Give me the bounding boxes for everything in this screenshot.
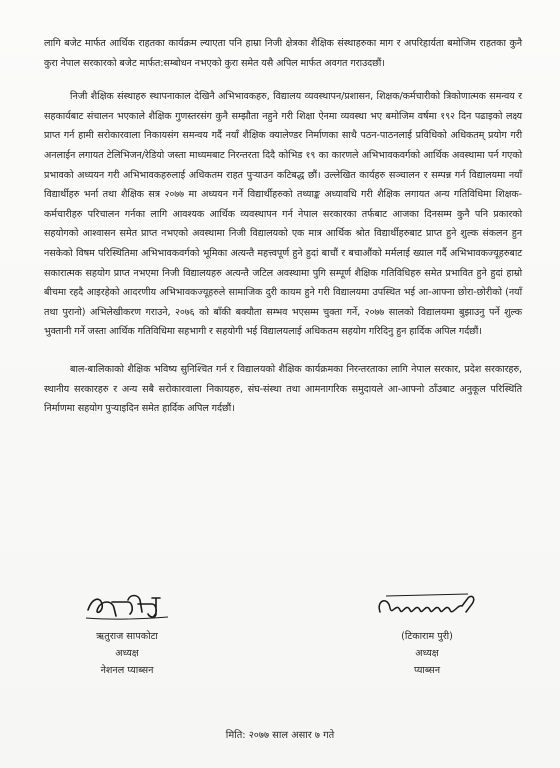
signer-org-left: नेशनल प्याब्सन (100, 665, 154, 676)
date-line: मिति: २०७७ साल असार ७ गते (225, 730, 335, 741)
paragraph-2: निजी शैक्षिक संस्थाहरु स्थापनाकाल देखिनै अभिभावकहरु, विद्यालय व्यवस्थापन/प्रशासन, शिक्षक/कर्मचारीको त्रिकोणात्मक समन्वय र सहकार्यबाट संचालन भएकाले शैक्षिक गुणस्तरसंग कुनै सम्झौता नहुने गरी शिक्षा ऐनमा व्यवस्था भए बमोजिम वर्षमा १९२ दिन पढाइको लक्ष्य प्राप्त गर्न हामी सरोकारवाला निकायसंग समन्वय गर्दै नयाँ शैक्षिक क्यालेण्डर निर्माणका साथै पठन-पाठनलाई प्रविधिको अधिकतम् प्रयोग गरी अनलाईन लगायत टेलिभिजन/रेडियो जस्ता माध्यमबाट निरन्तरता दिदै कोभिड १९ का कारणले अभिभावकवर्गको आर्थिक अवस्थामा पर्न गएको प्रभावको अध्ययन गरी अभिभावकहरुलाई अधिकतम राहत पुर्‍याउन कटिबद्ध छौं। उल्लेखित कार्यहरु सञ्चालन र सम्पन्न गर्न विद्यालयमा नयाँ विद्यार्थीहरु भर्ना तथा शैक्षिक सत्र २०७७ मा अध्ययन गर्ने विद्यार्थीहरुको तथ्याङ्क अध्यावधि गरी शैक्षिक लगायत अन्य गतिविधिमा शिक्षक-कर्मचारीहरु परिचालन गर्नका लागि आवश्यक आर्थिक व्यवस्थापन गर्न नेपाल सरकारका तर्फबाट आजका दिनसम्म कुनै पनि प्रकारको सहयोगको आश्वासन समेत प्राप्त नभएको अवस्थामा निजी विद्यालयको एक मात्र आर्थिक श्रोत विद्यार्थीहरुबाट प्राप्त हुने शुल्क संकलन हुन नसकेको विषम परिस्थितिमा अभिभावकवर्गको भूमिका अत्यन्तै महत्त्वपूर्ण हुने हुदां बाचौं र बचाऔंको मर्मलाई ख्याल गर्दै अभिभावकज्यूहरुबाट सकारात्मक सहयोग प्राप्त नभएमा निजी विद्यालयहरु अत्यन्तै जटिल अवस्थामा पुगि सम्पूर्ण शैक्षिक गतिविधिहरु समेत प्रभावित हुने हुदां हाम्रो बीचमा रहदै आइरहेको आदरणीय अभिभावकज्यूहरुले सामाजिक दुरी कायम हुने गरी विद्यालयमा उपस्थित भई आ-आफ्ना छोरा-छोरीको (नयाँ तथा पुरानो) अभिलेखीकरण गराउने, २०७६ को बाँकी बक्यौता सम्भव भएसम्म चुक्ता गर्ने, २०७७ सालको विद्यालयमा बुझाउनु पर्ने शुल्क भुक्तानी गर्ने जस्ता आर्थिक गतिविधिमा सहभागी र सहयोगी भई विद्यालयलाई अधिकतम सहयोग गरिदिनु हुन हार्दिक अपिल गर्दछौं। (44, 91, 522, 338)
signer-org-right: प्याब्सन (413, 665, 441, 676)
signer-name-right: (टिकाराम पुरी) (401, 631, 453, 642)
handwritten-signature-left (82, 590, 172, 624)
paragraph-1: लागि बजेट मार्फत आर्थिक राहतका कार्यक्रम ल्याएता पनि हाम्रा निजी क्षेत्रका शैक्षिक संस्थाहरुका माग र अपरिहार्यता बमोजिम राहतका कुनै कुरा नेपाल सरकारको बजेट मार्फत:सम्बोधन नभएको कुरा समेत यसै अपिल मार्फत अवगत गराउदछौं। (44, 38, 522, 69)
handwritten-signature-right (372, 590, 482, 624)
paragraph-3: बाल-बालिकाको शैक्षिक भविष्य सुनिश्चित गर्न र विद्यालयको शैक्षिक कार्यक्रमका निरन्तरताका लागि नेपाल सरकार, प्रदेश सरकारहरु, स्थानीय सरकारहरु र अन्य सबै सरोकारवाला निकायहरु, संघ-संस्था तथा आमनागरिक समुदायले आ-आफ्नो ठाँउबाट अनुकूल परिस्थिति निर्माणमा सहयोग पुर्‍याइदिन समेत हार्दिक अपिल गर्दछौं। (44, 363, 522, 415)
signature-right (352, 590, 502, 679)
signer-name-left: ऋतुराज सापकोटा (96, 631, 158, 642)
signature-left (52, 590, 202, 679)
signer-title-left: अध्यक्ष (115, 648, 139, 659)
signer-title-right: अध्यक्ष (415, 648, 439, 659)
signature-block (0, 590, 560, 700)
